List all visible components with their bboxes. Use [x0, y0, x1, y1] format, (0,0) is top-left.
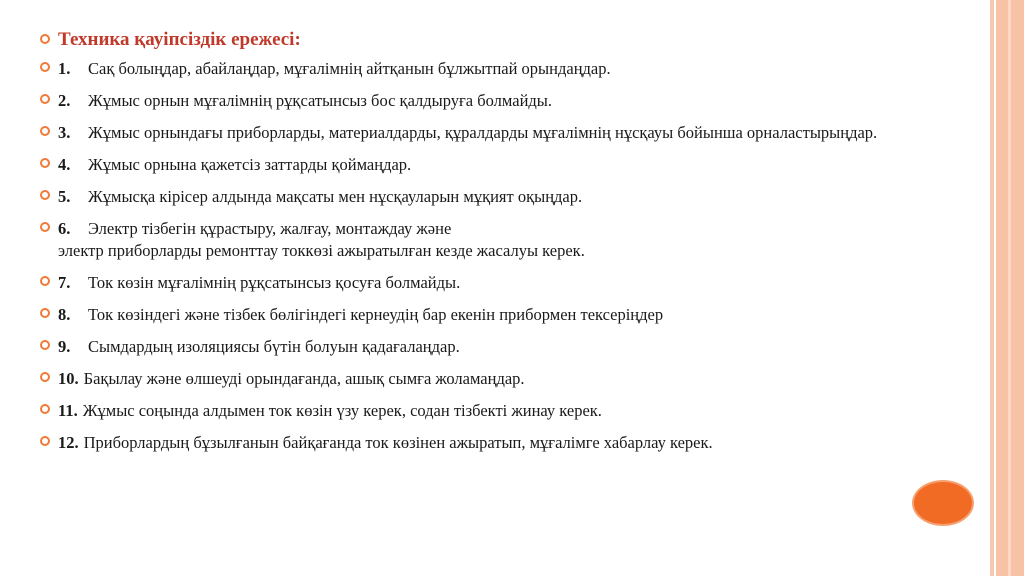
rule-number: 12. [58, 433, 79, 452]
rule-text: Ток көзіндегі және тізбек бөлігіндегі кернеудің бар екенін прибормен тексеріңдер [88, 305, 664, 324]
rule-number: 7. [58, 273, 71, 292]
rule-text: Жұмыс орнындағы приборларды, материалдарды, құралдарды мұғалімнің нұсқауы бойынша орналастырыңдар. [88, 123, 878, 142]
circle-bullet-icon [40, 436, 50, 446]
rule-number: 3. [58, 123, 71, 142]
rule-item-5 [40, 186, 970, 208]
rule-text-line2: электр приборларды ремонттау токкөзі ажыратылған кезде жасалуы керек. [58, 241, 585, 260]
circle-bullet-icon [40, 340, 50, 350]
rule-item-8 [40, 304, 970, 326]
rule-number: 11. [58, 401, 78, 420]
decor-stripe [1008, 0, 1011, 576]
orange-circle-decoration [912, 480, 974, 526]
circle-bullet-icon [40, 372, 50, 382]
rule-number: 4. [58, 155, 71, 174]
circle-bullet-icon [40, 222, 50, 232]
circle-bullet-icon [40, 158, 50, 168]
rule-item-9 [40, 336, 970, 358]
rule-number: 10. [58, 369, 79, 388]
rule-number: 1. [58, 59, 71, 78]
rule-item-7 [40, 272, 970, 294]
circle-bullet-icon [40, 404, 50, 414]
rule-text: Жұмысқа кірісер алдында мақсаты мен нұсқауларын мұқият оқыңдар. [88, 187, 583, 206]
rule-item-11 [40, 400, 970, 422]
title-text: Техника қауіпсіздік ережесі: [58, 29, 301, 50]
rule-item-4 [40, 154, 970, 176]
rule-item-12 [40, 432, 970, 454]
rule-item-1 [40, 58, 970, 80]
circle-bullet-icon [40, 62, 50, 72]
rule-text: Жұмыс соңында алдымен ток көзін үзу керек, содан тізбекті жинау керек. [82, 401, 602, 420]
rule-number: 8. [58, 305, 71, 324]
rule-item-3 [40, 122, 970, 144]
rule-number: 5. [58, 187, 71, 206]
rule-item-10 [40, 368, 970, 390]
circle-bullet-icon [40, 34, 50, 44]
rule-text: Жұмыс орнына қажетсіз заттарды қоймаңдар. [88, 155, 412, 174]
circle-bullet-icon [40, 126, 50, 136]
rule-text: Сақ болыңдар, абайлаңдар, мұғалімнің айтқанын бұлжытпай орындаңдар. [88, 59, 611, 78]
rule-text-line1: Электр тізбегін құрастыру, жалғау, монтаждау және [88, 219, 452, 238]
rule-number: 9. [58, 337, 71, 356]
rule-text: Ток көзін мұғалімнің рұқсатынсыз қосуға болмайды. [88, 273, 461, 292]
rule-item-2 [40, 90, 970, 112]
rule-text: Бақылау және өлшеуді орындағанда, ашық сымға жоламаңдар. [83, 369, 525, 388]
rule-number: 2. [58, 91, 71, 110]
rule-text: Приборлардың бұзылғанын байқағанда ток көзінен ажыратып, мұғалімге хабарлау керек. [83, 433, 713, 452]
rule-number: 6. [58, 219, 71, 238]
circle-bullet-icon [40, 308, 50, 318]
slide-content [40, 26, 970, 464]
circle-bullet-icon [40, 276, 50, 286]
rule-text: Жұмыс орнын мұғалімнің рұқсатынсыз бос қалдыруға болмайды. [88, 91, 553, 110]
circle-bullet-icon [40, 190, 50, 200]
circle-bullet-icon [40, 94, 50, 104]
rule-item-6 [40, 218, 970, 262]
slide-title [40, 26, 970, 54]
rule-text: Сымдардың изоляциясы бүтін болуын қадағалаңдар. [88, 337, 460, 356]
